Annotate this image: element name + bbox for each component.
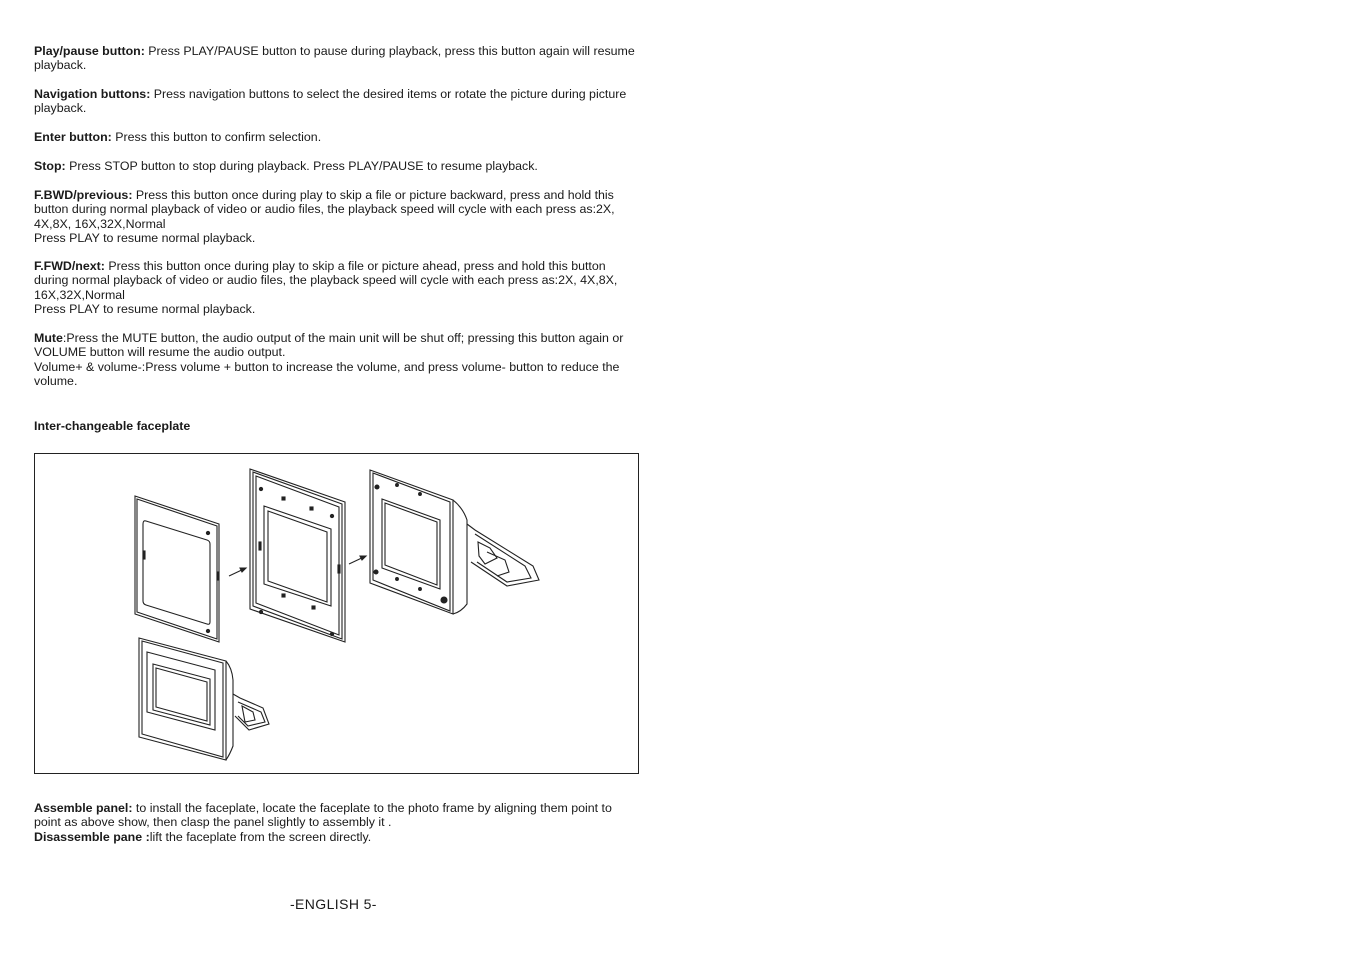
ffwd-paragraph xyxy=(34,259,640,317)
stop-text: Press STOP button to stop during playback. Press PLAY/PAUSE to resume playback. xyxy=(65,159,538,173)
assemble-paragraph xyxy=(34,801,640,844)
stop-label: Stop: xyxy=(34,159,66,173)
stop-paragraph xyxy=(34,159,640,173)
fbwd-label: F.BWD/previous: xyxy=(34,188,133,202)
ffwd-label: F.FWD/next: xyxy=(34,259,105,273)
page-footer: -ENGLISH 5- xyxy=(290,896,377,912)
enter-text: Press this button to confirm selection. xyxy=(111,130,322,144)
ffwd-text: Press this button once during play to skip a file or picture ahead, press and hold this button during normal playback of video or audio files, the playback speed will cycle with each press as:2X, 4X,8X, 16X,32X,Normal xyxy=(34,259,618,302)
navigation-label: Navigation buttons: xyxy=(34,87,151,101)
assemble-text: to install the faceplate, locate the faceplate to the photo frame by aligning them point to point as above show, then clasp the panel slightly to assembly it . xyxy=(34,801,612,830)
fbwd-paragraph xyxy=(34,188,640,246)
navigation-text: Press navigation buttons to select the desired items or rotate the picture during picture playback. xyxy=(34,87,627,116)
enter-label: Enter button: xyxy=(34,130,112,144)
enter-paragraph xyxy=(34,130,640,144)
play-pause-text: Press PLAY/PAUSE button to pause during playback, press this button again will resume playback. xyxy=(34,44,635,73)
ffwd-extra: Press PLAY to resume normal playback. xyxy=(34,302,256,317)
faceplate-illustration xyxy=(34,453,639,774)
mute-paragraph xyxy=(34,331,640,389)
play-pause-paragraph xyxy=(34,44,640,73)
faceplate-front-drawing xyxy=(135,496,219,642)
faceplate-diagram xyxy=(35,454,638,773)
arrow-right-icon-2 xyxy=(349,556,366,564)
faceplate-heading: Inter-changeable faceplate xyxy=(34,419,191,433)
fbwd-extra: Press PLAY to resume normal playback. xyxy=(34,231,256,246)
disassemble-text: lift the faceplate from the screen directly. xyxy=(149,829,372,844)
navigation-paragraph xyxy=(34,87,640,116)
play-pause-label: Play/pause button: xyxy=(34,44,145,58)
frame-bezel-drawing xyxy=(250,469,345,642)
mute-text: :Press the MUTE button, the audio output of the main unit will be shut off; pressing this button again or VOLUME button will resume the audio output. xyxy=(34,331,624,360)
assembled-frame-drawing xyxy=(139,638,269,760)
volume-text: Volume+ & volume-:Press volume + button to increase the volume, and press volume- button to reduce the volume. xyxy=(34,359,620,389)
arrow-right-icon xyxy=(229,568,246,576)
assemble-label: Assemble panel: xyxy=(34,801,133,815)
photo-frame-unit-drawing xyxy=(370,470,539,614)
disassemble-label: Disassemble pane : xyxy=(34,829,150,844)
fbwd-text: Press this button once during play to skip a file or picture backward, press and hold this button during normal playback of video or audio files, the playback speed will cycle with each press as:2X, 4X,8X, 16X,32X,Normal xyxy=(34,188,615,231)
mute-label: Mute xyxy=(34,331,63,345)
